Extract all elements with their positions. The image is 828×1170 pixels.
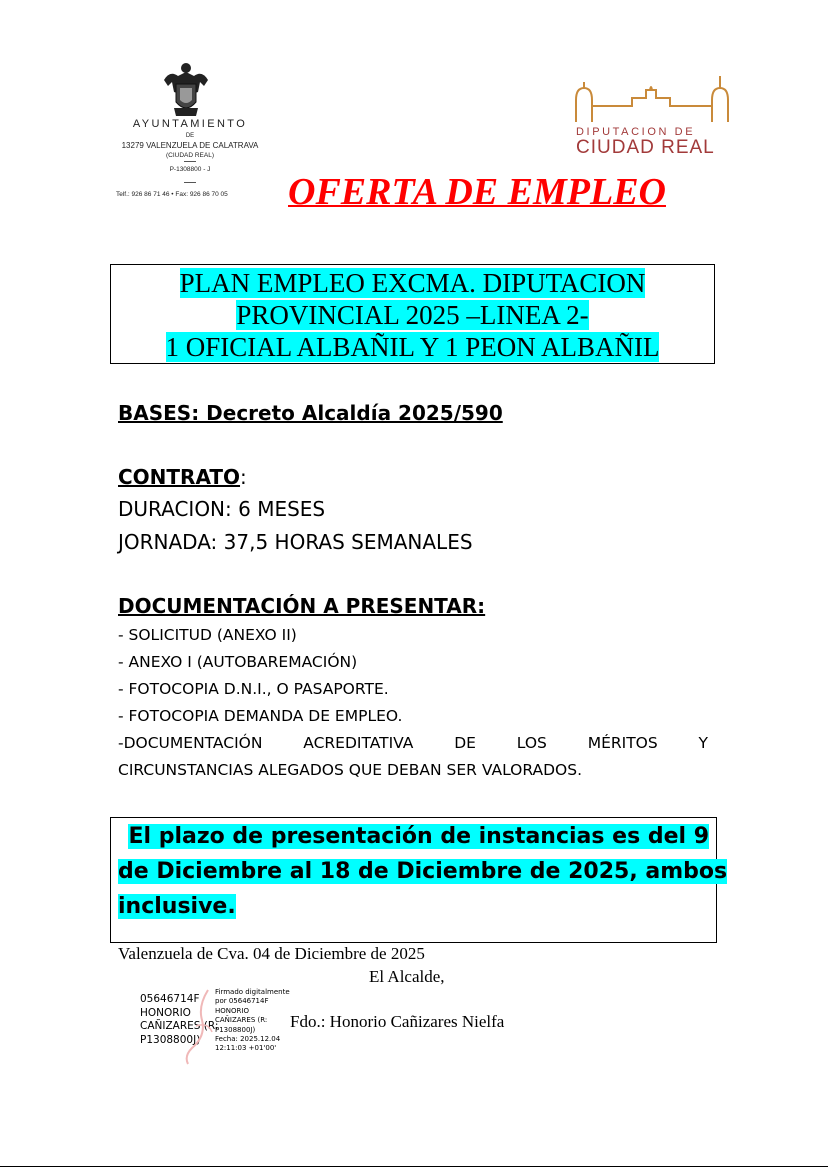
deadline-line xyxy=(118,854,728,889)
signature-line: HONORIO xyxy=(140,1006,191,1019)
plan-line-text: 1 OFICIAL ALBAÑIL Y 1 PEON ALBAÑIL xyxy=(165,332,660,362)
ayuntamiento-title: AYUNTAMIENTO xyxy=(132,118,248,130)
place-date: Valenzuela de Cva. 04 de Diciembre de 2025 xyxy=(118,944,425,963)
signature-line: 05646714F xyxy=(140,993,200,1005)
page-title: OFERTA DE EMPLEO xyxy=(288,171,666,213)
signature-line: P1308800J) xyxy=(140,1033,201,1046)
ayuntamiento-address: 13279 VALENZUELA DE CALATRAVA xyxy=(121,141,259,150)
deadline-line-text: El plazo de presentación de instancias es del 9 xyxy=(128,824,709,849)
signature-detail-line: HONORIO xyxy=(215,1006,249,1015)
list-item: - FOTOCOPIA D.N.I., O PASAPORTE. xyxy=(118,680,389,698)
documentacion-extra-line2: CIRCUNSTANCIAS ALEGADOS QUE DEBAN SER VALORADOS. xyxy=(118,761,582,779)
digital-signature-details xyxy=(215,988,290,1054)
list-item: - FOTOCOPIA DEMANDA DE EMPLEO. xyxy=(118,707,403,725)
ayuntamiento-province: (CIUDAD REAL) xyxy=(165,152,215,159)
contrato-heading xyxy=(118,465,247,489)
coat-of-arms-logo xyxy=(160,62,212,118)
plan-line xyxy=(110,299,715,331)
signature-detail-line: CAÑIZARES (R: xyxy=(215,1016,268,1025)
signature-mark-icon xyxy=(178,986,220,1066)
page-bottom-rule xyxy=(0,1166,828,1167)
documentacion-heading: DOCUMENTACIÓN A PRESENTAR: xyxy=(118,594,486,618)
signature-detail-line: por 05646714F xyxy=(215,997,269,1006)
plan-line-text: PLAN EMPLEO EXCMA. DIPUTACION xyxy=(179,268,646,298)
signature-detail-line: 12:11:03 +01'00' xyxy=(215,1044,277,1053)
signature-detail-line: Fecha: 2025.12.04 xyxy=(215,1035,281,1044)
diputacion-label-line2: CIUDAD REAL xyxy=(576,137,715,158)
plan-line xyxy=(110,267,715,299)
divider xyxy=(184,182,196,183)
deadline-line xyxy=(118,819,709,854)
deadline-line-text: de Diciembre al 18 de Diciembre de 2025, ambos xyxy=(118,859,728,884)
ayuntamiento-cif: P-1308800 - J xyxy=(169,166,211,173)
jornada-text: JORNADA: 37,5 HORAS SEMANALES xyxy=(118,530,473,554)
signature-detail-line: P1308800J) xyxy=(215,1025,256,1034)
diputacion-label-line1: DIPUTACION DE xyxy=(576,126,696,138)
signed-by: Fdo.: Honorio Cañizares Nielfa xyxy=(290,1012,505,1031)
diputacion-building-logo xyxy=(572,74,738,124)
list-item: - ANEXO I (AUTOBAREMACIÓN) xyxy=(118,653,358,671)
signature-line: CAÑIZARES (R: xyxy=(140,1020,219,1032)
plan-line-text: PROVINCIAL 2025 –LINEA 2- xyxy=(236,300,589,330)
ayuntamiento-phones: Telf.: 926 86 71 46 • Fax: 926 86 70 05 xyxy=(116,191,228,198)
ayuntamiento-de: DE xyxy=(185,133,195,139)
divider xyxy=(184,161,196,162)
contrato-heading-label: CONTRATO xyxy=(118,465,241,489)
list-item: - SOLICITUD (ANEXO II) xyxy=(118,626,297,644)
deadline-line-text: inclusive. xyxy=(118,894,236,919)
deadline-line xyxy=(118,889,709,924)
signer-role: El Alcalde, xyxy=(369,967,445,986)
documentacion-extra-line1: -DOCUMENTACIÓN ACREDITATIVA DE LOS MÉRITOS Y xyxy=(118,734,708,752)
contrato-colon: : xyxy=(240,465,247,489)
bases-heading: BASES: Decreto Alcaldía 2025/590 xyxy=(118,401,503,425)
signature-detail-line: Firmado digitalmente xyxy=(215,988,290,996)
duracion-text: DURACION: 6 MESES xyxy=(118,497,326,521)
plan-line xyxy=(110,331,715,363)
